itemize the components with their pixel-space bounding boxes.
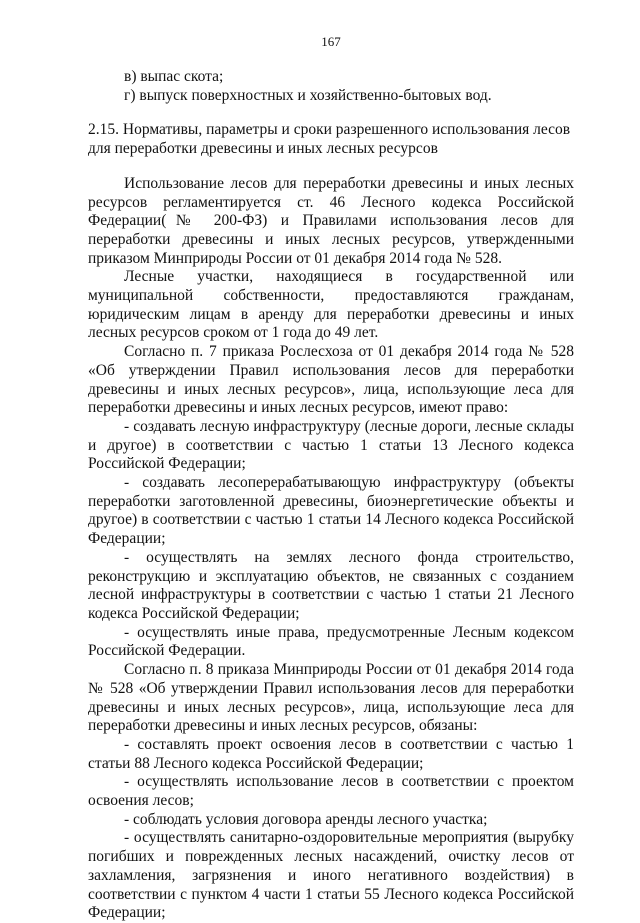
section-heading: [88, 121, 574, 158]
list-item-right-forest-infrastructure: - создавать лесную инфраструктуру (лесные дороги, лесные склады и другое) в соответствии с частью 1 статьи 13 Лесного кодекса Российской Федерации;: [88, 417, 574, 473]
paragraph-legal-basis: Использование лесов для переработки древесины и иных лесных ресурсов регламентируется ст. 46 Лесного кодекса Российской Федерации(№ 200-ФЗ) и Правилами использования лесов для переработки древесины и иных лесных ресурсов, утвержденными приказом Минприроды России от 01 декабря 2014 года № 528.: [88, 174, 574, 267]
list-item-obligation-lease-terms: - соблюдать условия договора аренды лесного участка;: [124, 810, 488, 828]
list-item-right-other: - осуществлять иные права, предусмотренные Лесным кодексом Российской Федерации.: [88, 623, 574, 660]
paragraph-obligations-intro: Согласно п. 8 приказа Минприроды России от 01 декабря 2014 года № 528 «Об утверждении Правил использования лесов для переработки древесины и иных лесных ресурсов», лица, использующие леса для переработки древесины и иных лесных ресурсов, обязаны:: [88, 661, 574, 735]
paragraph-lease-terms: Лесные участки, находящиеся в государственной или муниципальной собственности, предоставляются гражданам, юридическим лицам в аренду для переработки древесины и иных лесных ресурсов сроком от 1 года до 49 лет.: [88, 268, 574, 342]
list-item-obligation-project: - составлять проект освоения лесов в соответствии с частью 1 статьи 88 Лесного кодекса Российской Федерации;: [88, 735, 574, 772]
section-heading-line-2: для переработки древесины и иных лесных ресурсов: [88, 140, 438, 158]
paragraph-rights-intro: Согласно п. 7 приказа Рослесхоза от 01 декабря 2014 года № 528 «Об утверждении Правил использования лесов для переработки древесины и иных лесных ресурсов», лица, использующие леса для переработки древесины и иных лесных ресурсов, имеют право:: [88, 343, 574, 417]
list-item-right-processing-infrastructure: - создавать лесоперерабатывающую инфраструктуру (объекты переработки заготовленной древесины, биоэнергетические объекты и другое) в соответствии с частью 1 статьи 14 Лесного кодекса Российской Федерации;: [88, 474, 574, 548]
list-item-obligation-use-per-project: - осуществлять использование лесов в соответствии с проектом освоения лесов;: [88, 773, 574, 810]
list-item-obligation-sanitary: - осуществлять санитарно-оздоровительные мероприятия (вырубку погибших и поврежденных лесных насаждений, очистку лесов от захламления, загрязнения и иного негативного воздействия) в соответствии с пунктом 4 части 1 статьи 55 Лесного кодекса Российской Федерации;: [88, 829, 574, 922]
list-item-right-construction: - осуществлять на землях лесного фонда строительство, реконструкцию и эксплуатацию объектов, не связанных с созданием лесной инфраструктуры в соответствии с частью 1 статьи 21 Лесного кодекса Российской Федерации;: [88, 548, 574, 622]
document-page: [88, 34, 574, 923]
list-item-livestock-grazing: в) выпас скота;: [124, 68, 224, 85]
section-heading-line-1: 2.15. Нормативы, параметры и сроки разрешенного использования лесов: [88, 121, 571, 139]
list-item-water-discharge: г) выпуск поверхностных и хозяйственно-бытовых вод.: [124, 86, 492, 104]
page-number: 167: [321, 34, 341, 49]
